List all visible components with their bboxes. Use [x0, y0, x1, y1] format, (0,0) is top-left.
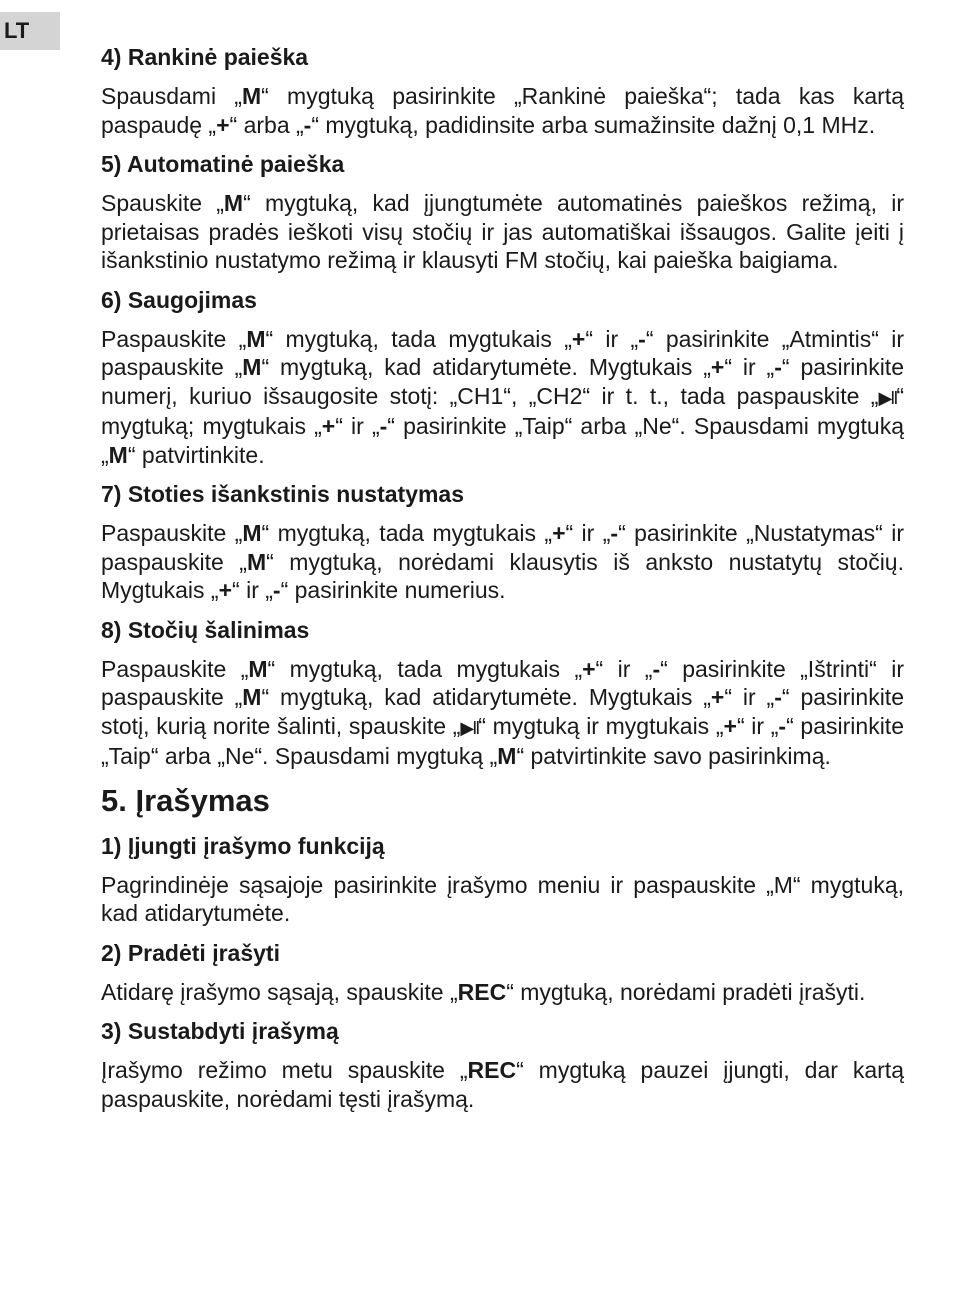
language-tab: LT [0, 12, 60, 50]
section-text-storage: Paspauskite „M“ mygtuką, tada mygtukais „+“ ir „-“ pasirinkite „Atmintis“ ir paspauskite „M“ mygtuką, kad atidarytumėte. Mygtukais „+“ ir „-“ pasirinkite numerį, kuriuo išsaugosite stotį: „CH1“, „CH2“ ir t. t., tada paspauskite „▶II“ mygtuką; mygtukais „+“ ir „-“ pasirinkite „Taip“ arba „Ne“. Spausdami mygtuką „M“ patvirtinkite. [101, 325, 904, 468]
section-text-preset: Paspauskite „M“ mygtuką, tada mygtukais „+“ ir „-“ pasirinkite „Nustatymas“ ir paspauskite „M“ mygtuką, norėdami klausytis iš anksto nustatytų stočių. Mygtukais „+“ ir „-“ pasirinkite numerius. [101, 520, 904, 603]
section-text-delete-stations: Paspauskite „M“ mygtuką, tada mygtukais „+“ ir „-“ pasirinkite „Ištrinti“ ir paspauskite „M“ mygtuką, kad atidarytumėte. Mygtukais „+“ ir „-“ pasirinkite stotį, kurią norite šalinti, spauskite „▶II“ mygtuką ir mygtukais „+“ ir „-“ pasirinkite „Taip“ arba „Ne“. Spausdami mygtuką „M“ patvirtinkite savo pasirinkimą. [101, 655, 904, 769]
section-title-pause-recording: 3) Sustabdyti įrašymą [101, 1018, 339, 1044]
manual-page-content [101, 42, 904, 1123]
section-title-auto-search: 5) Automatinė paieška [101, 151, 345, 177]
play-pause-icon: ▶II [460, 717, 479, 738]
section-title-preset: 7) Stoties išankstinis nustatymas [101, 481, 465, 507]
play-pause-icon: ▶II [878, 387, 897, 408]
section-text-manual-search: Spausdami „M“ mygtuką pasirinkite „Rankinė paieška“; tada kas kartą paspaudę „+“ arba „-“ mygtuką, padidinsite arba sumažinsite dažnį 0,1 MHz. [101, 83, 904, 138]
section-text-start-recording: Atidarę įrašymo sąsają, spauskite „REC“ mygtuką, norėdami pradėti įrašyti. [101, 978, 866, 1005]
section-title-enable-recording: 1) Įjungti įrašymo funkciją [101, 832, 385, 859]
section-title-storage: 6) Saugojimas [101, 286, 257, 313]
section-title-delete-stations: 8) Stočių šalinimas [101, 616, 310, 643]
section-text-auto-search: Spauskite „M“ mygtuką, kad įjungtumėte automatinės paieškos režimą, ir prietaisas pradės ieškoti visų stočių ir jas automatiškai išsaugos. Galite įeiti į išankstinio nustatymo režimą ir klausyti FM stočių, kai paieška baigiama. [101, 190, 904, 273]
section-title-start-recording: 2) Pradėti įrašyti [101, 939, 280, 966]
section-title-manual-search: 4) Rankinė paieška [101, 44, 309, 70]
section-text-pause-recording: Įrašymo režimo metu spauskite „REC“ mygtuką pauzei įjungti, dar kartą paspauskite, norėdami tęsti įrašymą. [101, 1057, 904, 1112]
section-text-enable-recording: Pagrindinėje sąsajoje pasirinkite įrašymo meniu ir paspauskite „M“ mygtuką, kad atidarytumėte. [101, 871, 904, 926]
chapter-title: 5. Įrašymas [101, 782, 270, 818]
